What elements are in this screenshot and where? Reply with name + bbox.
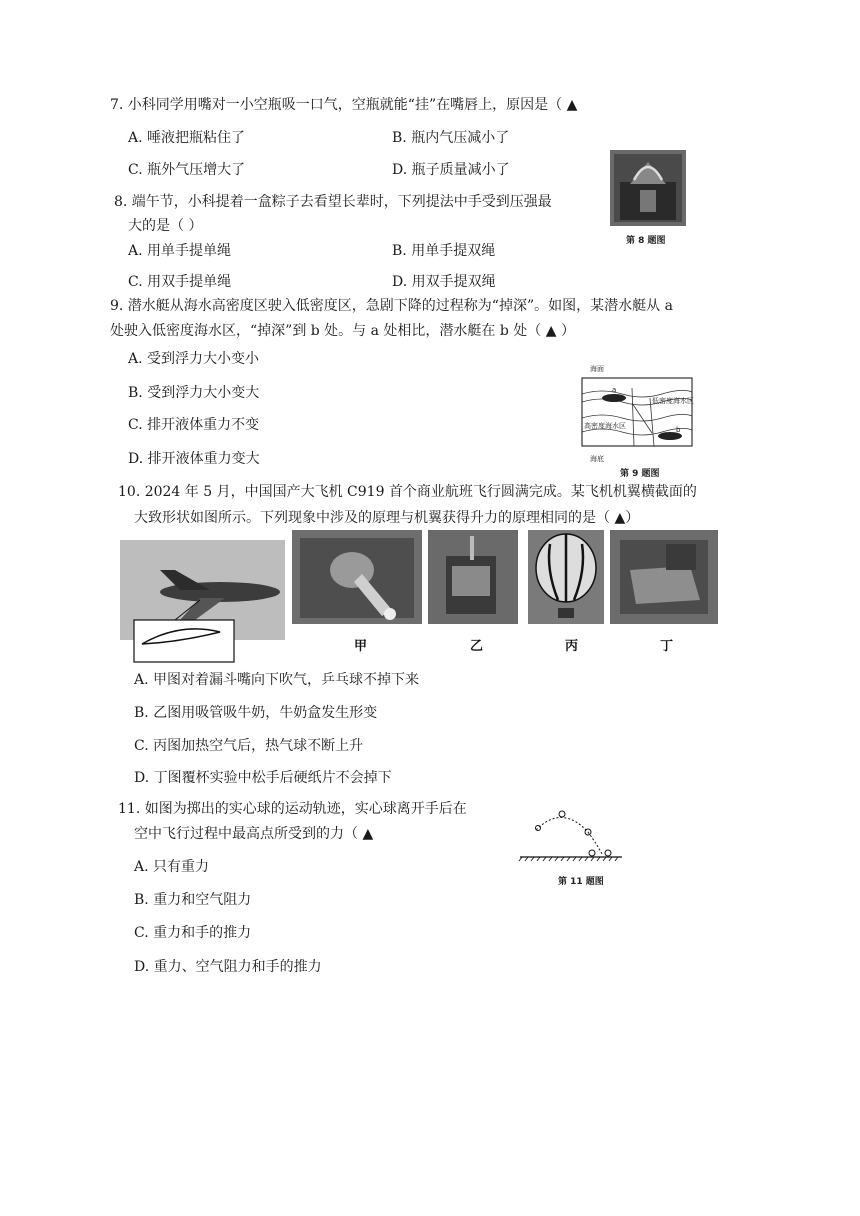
q8-stem-line1: 8. 端午节，小科提着一盒粽子去看望长辈时，下列提法中手受到压强最 — [114, 194, 552, 210]
q9-label-low-density: 低密度海水区 — [652, 397, 694, 405]
q8-figure-caption: 第 8 题图 — [626, 236, 666, 246]
q9-label-high-density: 高密度海水区 — [584, 422, 626, 430]
zongzi-box-illustration — [610, 150, 686, 226]
q11-option-a: A. 只有重力 — [134, 859, 210, 875]
q11-figure — [518, 806, 624, 864]
q10-airplane-figure — [120, 540, 285, 664]
q10-option-d: D. 丁图覆杯实验中松手后硬纸片不会掉下 — [134, 770, 392, 786]
q10-option-a: A. 甲图对着漏斗嘴向下吹气，乒乓球不掉下来 — [134, 672, 420, 688]
q9-option-c: C. 排开液体重力不变 — [128, 417, 260, 433]
q11-option-b: B. 重力和空气阻力 — [134, 892, 252, 908]
q10-panel-yi-label: 乙 — [470, 639, 484, 654]
milk-straw-illustration — [428, 530, 518, 624]
q8-option-b: B. 用单手提双绳 — [392, 243, 496, 259]
q10-panel-jia-label: 甲 — [354, 639, 368, 654]
q7-option-b: B. 瓶内气压减小了 — [392, 130, 510, 146]
q10-panel-ding-label: 丁 — [660, 639, 674, 654]
cup-paper-illustration — [610, 530, 718, 624]
q10-option-b: B. 乙图用吸管吸牛奶，牛奶盒发生形变 — [134, 705, 378, 721]
q7-option-c: C. 瓶外气压增大了 — [128, 162, 246, 178]
q11-stem-line2: 空中飞行过程中最高点所受到的力（ ▲ — [134, 826, 374, 842]
q11-stem-line1: 11. 如图为掷出的实心球的运动轨迹，实心球离开手后在 — [118, 801, 467, 817]
q9-figure-caption: 第 9 题图 — [620, 469, 660, 479]
q9-label-b: b — [676, 426, 681, 434]
q7-option-a: A. 唾液把瓶粘住了 — [128, 130, 246, 146]
q10-panel-ding-image — [610, 530, 718, 624]
q10-panel-jia-image — [292, 530, 422, 624]
q8-figure — [610, 150, 686, 226]
q10-panel-yi-image — [428, 530, 518, 624]
funnel-blow-illustration — [292, 530, 422, 624]
ball-trajectory-diagram — [518, 806, 624, 864]
q8-option-c: C. 用双手提单绳 — [128, 274, 232, 290]
q11-option-d: D. 重力、空气阻力和手的推力 — [134, 959, 322, 975]
submarine-diagram — [572, 358, 702, 468]
q9-label-surface: 海面 — [590, 365, 604, 373]
q9-figure — [572, 358, 702, 468]
airplane-wing-illustration — [120, 540, 285, 664]
q10-stem-line1: 10. 2024 年 5 月，中国国产大飞机 C919 首个商业航班飞行圆满完成。某飞机机翼横截面的 — [118, 484, 697, 500]
q9-option-d: D. 排开液体重力变大 — [128, 451, 260, 467]
q9-option-b: B. 受到浮力大小变大 — [128, 385, 260, 401]
q9-label-a: a — [612, 386, 617, 394]
q11-option-c: C. 重力和手的推力 — [134, 925, 252, 941]
q10-panel-bing-image — [528, 530, 604, 624]
q10-option-c: C. 丙图加热空气后，热气球不断上升 — [134, 738, 364, 754]
q8-stem-line2: 大的是（ ） — [128, 218, 203, 234]
q7-option-d: D. 瓶子质量减小了 — [392, 162, 510, 178]
hot-air-balloon-illustration — [528, 530, 604, 624]
q11-figure-caption: 第 11 题图 — [558, 877, 604, 887]
q9-label-floor: 海底 — [590, 455, 604, 463]
q9-stem-line1: 9. 潜水艇从海水高密度区驶入低密度区，急剧下降的过程称为“掉深”。如图，某潜水艇从 a — [110, 298, 673, 314]
q7-stem: 7. 小科同学用嘴对一小空瓶吸一口气，空瓶就能“挂”在嘴唇上，原因是（ ▲ — [110, 97, 578, 113]
q10-panel-bing-label: 丙 — [565, 639, 579, 654]
q9-option-a: A. 受到浮力大小变小 — [128, 351, 260, 367]
q9-stem-line2: 处驶入低密度海水区，“掉深”到 b 处。与 a 处相比，潜水艇在 b 处（ ▲ ） — [110, 323, 575, 339]
q8-option-d: D. 用双手提双绳 — [392, 274, 496, 290]
q10-stem-line2: 大致形状如图所示。下列现象中涉及的原理与机翼获得升力的原理相同的是（ ▲） — [134, 510, 640, 526]
q8-option-a: A. 用单手提单绳 — [128, 243, 232, 259]
